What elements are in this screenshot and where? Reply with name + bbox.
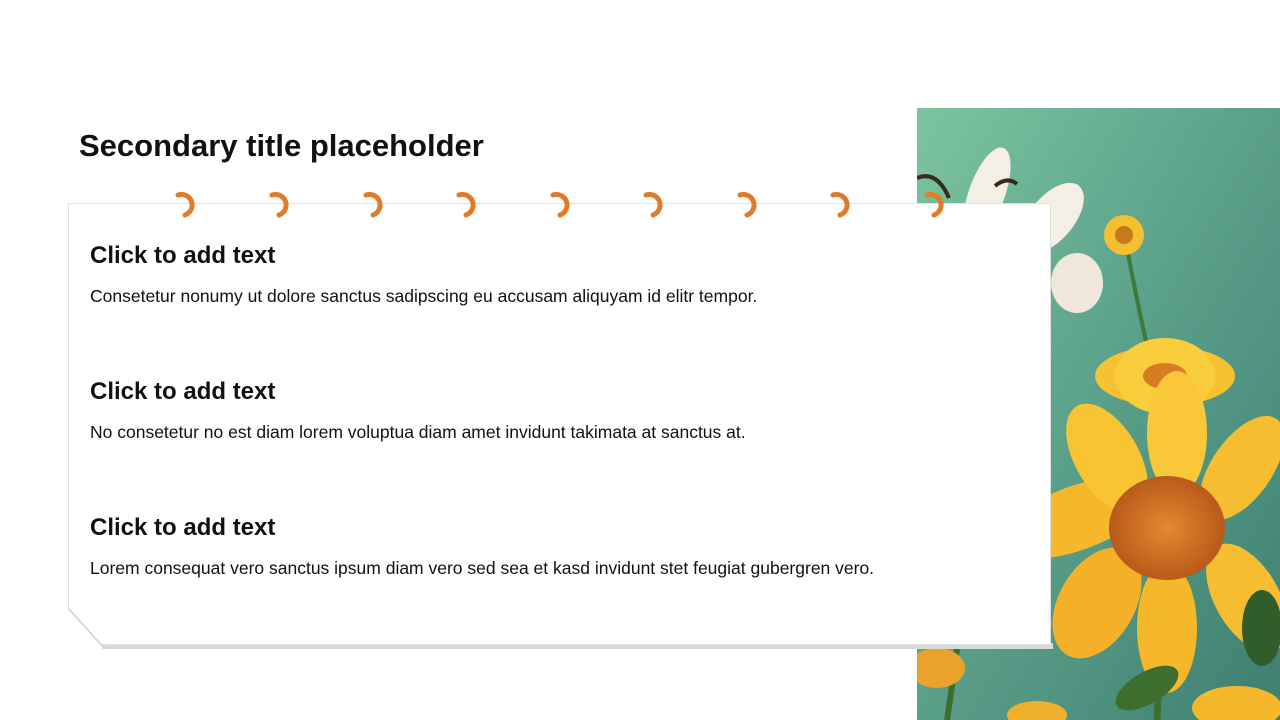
section-heading[interactable]: Click to add text <box>90 242 276 269</box>
slide-title[interactable]: Secondary title placeholder <box>79 128 484 163</box>
folded-corner-icon <box>68 608 106 648</box>
section-heading[interactable]: Click to add text <box>90 378 276 405</box>
content-section[interactable] <box>90 378 970 443</box>
content-section[interactable] <box>90 514 970 579</box>
section-body[interactable]: No consetetur no est diam lorem voluptua diam amet invidunt takimata at sanctus at. <box>90 422 746 442</box>
section-heading[interactable]: Click to add text <box>90 514 276 541</box>
content-section[interactable] <box>90 242 970 307</box>
section-body[interactable]: Lorem consequat vero sanctus ipsum diam vero sed sea et kasd invidunt stet feugiat gubergren vero. <box>90 558 875 578</box>
section-body[interactable]: Consetetur nonumy ut dolore sanctus sadipscing eu accusam aliquyam id elitr tempor. <box>90 286 758 306</box>
